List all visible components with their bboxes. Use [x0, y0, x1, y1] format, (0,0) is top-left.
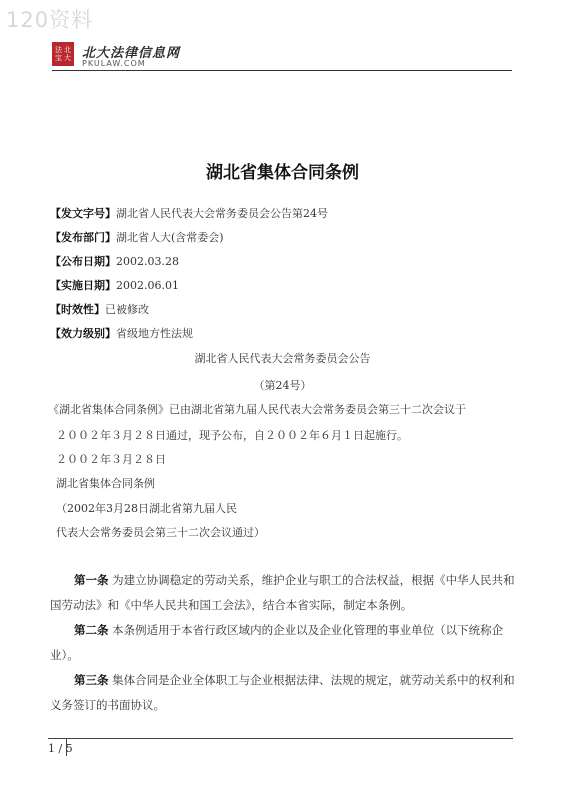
metadata-value: 2002.06.01 [116, 279, 179, 292]
pkulaw-logo [52, 42, 74, 66]
article-text: 集体合同是企业全体职工与企业根据法律、法规的规定，就劳动关系中的权利和义务签订的书面协议。 [50, 673, 515, 712]
footer-divider [48, 738, 513, 739]
article-text: 本条例适用于本省行政区域内的企业以及企业化管理的事业单位（以下统称企业）。 [50, 623, 504, 662]
metadata-key: 【实施日期】 [50, 279, 116, 292]
document-title: 湖北省集体合同条例 [206, 163, 359, 183]
metadata-row [50, 302, 328, 326]
announcement-number: （第24号） [253, 379, 312, 392]
article-3 [50, 668, 516, 718]
document-name: 湖北省集体合同条例 [56, 477, 155, 490]
logo-char: 北 [64, 46, 71, 54]
logo-char: 大 [64, 54, 71, 62]
article-label: 第三条 [74, 673, 109, 687]
metadata-row [50, 326, 328, 350]
metadata-value: 湖北省人民代表大会常务委员会公告第24号 [116, 207, 328, 220]
metadata-value: 2002.03.28 [116, 255, 179, 268]
header-divider [52, 70, 512, 71]
metadata-row [50, 206, 328, 230]
adoption-note-line: （2002年3月28日湖北省第九届人民 [56, 502, 237, 515]
adoption-note-line: 代表大会常务委员会第三十二次会议通过） [56, 526, 265, 539]
page-number: 1 / 5 [48, 742, 73, 755]
article-label: 第一条 [74, 573, 109, 587]
announcement-body-line: ２００２年３月２８日通过，现予公布，自２００２年６月１日起施行。 [56, 429, 408, 442]
announcement-issuer: 湖北省人民代表大会常务委员会公告 [194, 352, 371, 365]
metadata-key: 【发文字号】 [50, 207, 116, 220]
document-header [52, 42, 512, 72]
metadata-row [50, 278, 328, 302]
watermark-text: 120资料 [6, 8, 94, 32]
brand-name: 北大法律信息网 [82, 46, 181, 61]
metadata-value: 省级地方性法规 [116, 327, 193, 340]
metadata-row [50, 254, 328, 278]
article-label: 第二条 [74, 623, 109, 637]
metadata-key: 【发布部门】 [50, 231, 116, 244]
logo-char: 法 [55, 46, 62, 54]
announcement-date: ２００２年３月２８日 [56, 453, 166, 466]
metadata-key: 【效力级别】 [50, 327, 116, 340]
metadata-key: 【公布日期】 [50, 255, 116, 268]
metadata-value: 湖北省人大(含常委会) [116, 231, 224, 244]
metadata-list [50, 206, 328, 350]
logo-char: 宝 [55, 54, 62, 62]
brand-url: PKULAW.COM [82, 59, 146, 68]
article-text: 为建立协调稳定的劳动关系，维护企业与职工的合法权益，根据《中华人民共和国劳动法》和《中华人民共和国工会法》，结合本省实际，制定本条例。 [50, 573, 515, 612]
announcement-body-line: 《湖北省集体合同条例》已由湖北省第九届人民代表大会常务委员会第三十二次会议于 [48, 403, 466, 416]
metadata-value: 已被修改 [105, 303, 149, 316]
article-1 [50, 568, 516, 618]
metadata-key: 【时效性】 [50, 303, 105, 316]
article-2 [50, 618, 516, 668]
metadata-row [50, 230, 328, 254]
